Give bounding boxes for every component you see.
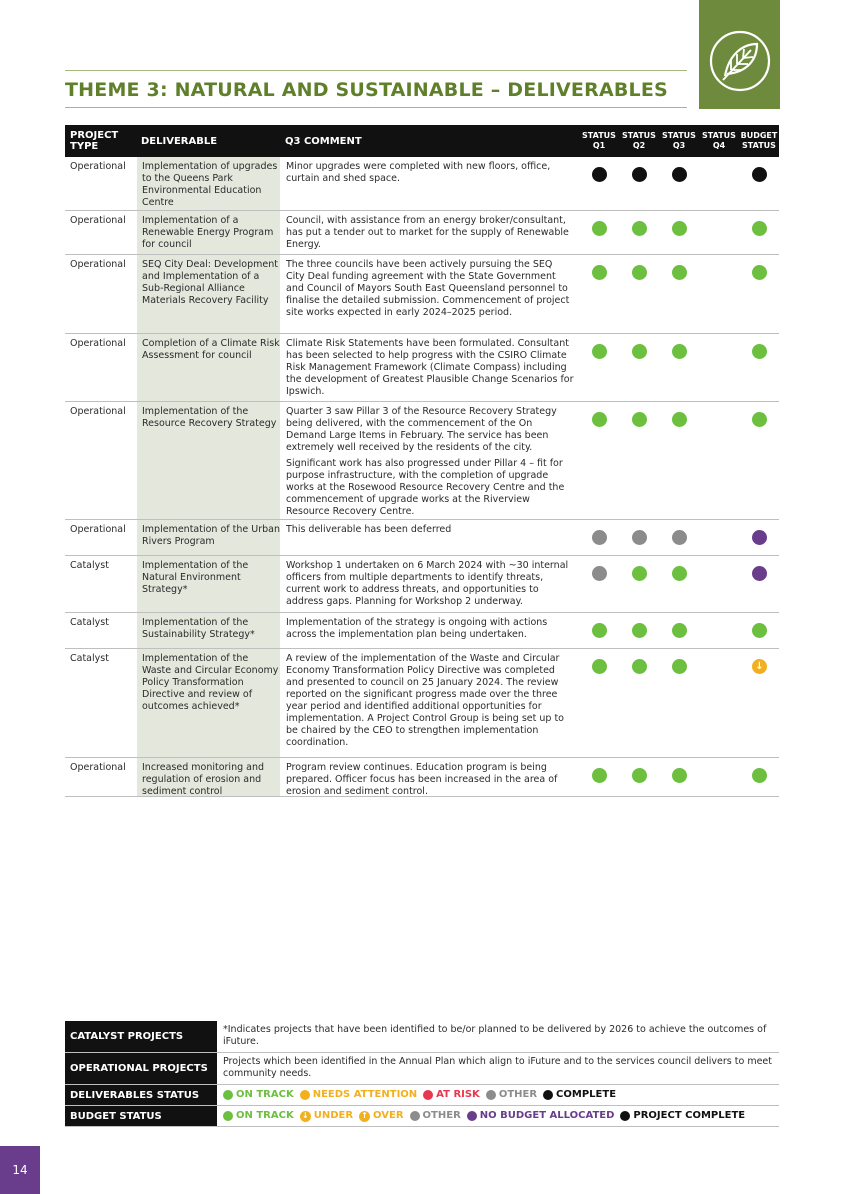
legend-dot-icon — [423, 1090, 433, 1100]
status-q1-on-track-dot — [592, 412, 607, 427]
legend-key-label: NEEDS ATTENTION — [312, 1089, 418, 1100]
table-body — [65, 157, 779, 797]
status-q1-complete-dot — [592, 167, 607, 182]
title-rule-bottom — [65, 107, 687, 108]
legend-dot-icon — [410, 1111, 420, 1121]
col-header-status-q2: STATUS Q2 — [622, 131, 656, 150]
cell-project-type: Operational — [70, 524, 126, 535]
legend-key — [620, 1110, 745, 1122]
comment-paragraph: Quarter 3 saw Pillar 3 of the Resource Recovery Strategy being delivered, with the commencement of the On Demand Large Items in February. The service has been extremely well received by the residents of the city. — [286, 406, 557, 453]
col-header-project-type: PROJECT TYPE — [70, 130, 119, 152]
legend-key — [359, 1110, 404, 1122]
legend-key-label: NO BUDGET ALLOCATED — [479, 1110, 615, 1121]
legend-dot-icon — [300, 1090, 310, 1100]
legend-key-label: COMPLETE — [556, 1089, 617, 1100]
status-q1-on-track-dot — [592, 344, 607, 359]
budget-status-on-track-dot — [752, 412, 767, 427]
status-q2-on-track-dot — [632, 768, 647, 783]
up-arrow-icon: ↑ — [359, 1111, 370, 1122]
table-row — [65, 402, 779, 520]
legend-dot-icon — [620, 1111, 630, 1121]
cell-deliverable: Implementation of a Renewable Energy Program for council — [137, 211, 280, 254]
table-row — [65, 334, 779, 402]
cell-deliverable: Increased monitoring and regulation of erosion and sediment control — [137, 758, 280, 796]
legend-key — [486, 1089, 537, 1101]
status-q2-complete-dot — [632, 167, 647, 182]
legend-dot-icon — [223, 1111, 233, 1121]
table-row — [65, 649, 779, 758]
legend — [65, 1021, 779, 1127]
status-q3-on-track-dot — [672, 265, 687, 280]
cell-project-type: Catalyst — [70, 560, 109, 571]
cell-deliverable: SEQ City Deal: Development and Implementation of a Sub-Regional Alliance Materials Recovery Facility — [137, 255, 280, 333]
cell-project-type: Operational — [70, 215, 126, 226]
status-q2-on-track-dot — [632, 659, 647, 674]
legend-dot-icon — [543, 1090, 553, 1100]
legend-key-label: PROJECT COMPLETE — [633, 1110, 746, 1121]
legend-dot-icon — [223, 1090, 233, 1100]
cell-deliverable: Implementation of upgrades to the Queens Park Environmental Education Centre — [137, 157, 280, 210]
cell-q3-comment — [280, 334, 580, 401]
cell-q3-comment — [280, 255, 580, 333]
comment-paragraph: Significant work has also progressed under Pillar 4 – fit for purpose infrastructure, with the completion of upgrade works at the Rosewood Resource Recovery Centre and the commencement of upgrade works at the Riverview Resource Recovery Centre. — [286, 458, 565, 517]
status-q1-other-dot — [592, 530, 607, 545]
legend-row-budget-status — [65, 1106, 779, 1127]
status-q3-on-track-dot — [672, 768, 687, 783]
cell-q3-comment — [280, 556, 580, 612]
leaf-icon — [707, 30, 773, 92]
cell-deliverable: Implementation of the Resource Recovery Strategy — [137, 402, 280, 519]
deliverables-table — [65, 125, 779, 797]
status-q3-complete-dot — [672, 167, 687, 182]
status-q2-on-track-dot — [632, 623, 647, 638]
legend-key-label: AT RISK — [436, 1089, 480, 1100]
cell-q3-comment — [280, 157, 580, 210]
legend-key — [410, 1110, 461, 1122]
status-q3-other-dot — [672, 530, 687, 545]
cell-deliverable: Implementation of the Waste and Circular Economy Policy Transformation Directive and review of outcomes achieved* — [137, 649, 280, 757]
page-number: 14 — [0, 1146, 40, 1194]
cell-deliverable: Implementation of the Sustainability Strategy* — [137, 613, 280, 648]
status-q2-on-track-dot — [632, 412, 647, 427]
status-q1-on-track-dot — [592, 623, 607, 638]
legend-key — [300, 1110, 353, 1122]
comment-paragraph: Implementation of the strategy is ongoing with actions across the implementation plan being undertaken. — [286, 617, 548, 640]
col-header-status-q4: STATUS Q4 — [702, 131, 736, 150]
legend-key — [423, 1089, 480, 1101]
comment-paragraph: Program review continues. Education program is being prepared. Officer focus has been increased in the area of erosion and sediment control. — [286, 762, 558, 797]
cell-q3-comment — [280, 211, 580, 254]
cell-q3-comment — [280, 613, 580, 648]
comment-paragraph: A review of the implementation of the Waste and Circular Economy Transformation Policy Directive was completed and presented to council on 25 January 2024. The review reported on the significant progress made over the three year period and identified additional opportunities for implementation. A Project Control Group is being set up to be chaired by the CEO to strengthen implementation coordination. — [286, 653, 564, 748]
col-header-status-q3: STATUS Q3 — [662, 131, 696, 150]
cell-project-type: Catalyst — [70, 653, 109, 664]
legend-row-operational — [65, 1053, 779, 1085]
legend-dot-icon — [467, 1111, 477, 1121]
budget-status-no-budget-dot — [752, 566, 767, 581]
cell-project-type: Operational — [70, 762, 126, 773]
col-header-q3-comment: Q3 COMMENT — [285, 135, 362, 147]
cell-q3-comment — [280, 758, 580, 796]
table-header — [65, 125, 779, 157]
comment-paragraph: This deliverable has been deferred — [286, 524, 452, 535]
budget-status-on-track-dot — [752, 265, 767, 280]
status-q2-on-track-dot — [632, 566, 647, 581]
budget-status-no-budget-dot — [752, 530, 767, 545]
status-q1-on-track-dot — [592, 768, 607, 783]
status-q3-on-track-dot — [672, 412, 687, 427]
status-q3-on-track-dot — [672, 344, 687, 359]
status-q1-other-dot — [592, 566, 607, 581]
legend-label-operational: OPERATIONAL PROJECTS — [65, 1053, 217, 1084]
cell-deliverable: Completion of a Climate Risk Assessment for council — [137, 334, 280, 401]
cell-q3-comment — [280, 649, 580, 757]
down-arrow-icon: ↓ — [300, 1111, 311, 1122]
comment-paragraph: The three councils have been actively pursuing the SEQ City Deal funding agreement with the State Government and Council of Mayors South East Queensland personnel to finalise the detailed submission. Commencement of project site works expected in early 2024–2025 period. — [286, 259, 570, 318]
table-row — [65, 758, 779, 797]
cell-project-type: Operational — [70, 161, 126, 172]
cell-project-type: Catalyst — [70, 617, 109, 628]
legend-key — [300, 1089, 417, 1101]
legend-label-catalyst: CATALYST PROJECTS — [65, 1021, 217, 1052]
cell-deliverable: Implementation of the Natural Environment Strategy* — [137, 556, 280, 612]
legend-dot-icon — [486, 1090, 496, 1100]
table-row — [65, 255, 779, 334]
comment-paragraph: Minor upgrades were completed with new floors, office, curtain and shed space. — [286, 161, 551, 184]
legend-key — [223, 1110, 294, 1122]
status-q2-other-dot — [632, 530, 647, 545]
comment-paragraph: Council, with assistance from an energy broker/consultant, has put a tender out to market for the supply of Renewable Energy. — [286, 215, 569, 250]
legend-key-label: UNDER — [313, 1110, 354, 1121]
budget-status-on-track-dot — [752, 221, 767, 236]
legend-key-label: ON TRACK — [236, 1089, 294, 1100]
theme-icon-box — [699, 0, 780, 109]
title-rule-top — [65, 70, 687, 71]
legend-key-label: OVER — [373, 1110, 404, 1121]
legend-text-operational: Projects which been identified in the Annual Plan which align to iFuture and to the services council delivers to meet community needs. — [223, 1056, 772, 1079]
legend-label-budget-status: BUDGET STATUS — [65, 1106, 217, 1126]
budget-status-on-track-dot — [752, 623, 767, 638]
legend-keys-deliverables-status — [217, 1085, 779, 1105]
legend-keys-budget-status — [217, 1106, 779, 1126]
legend-key — [223, 1089, 294, 1101]
status-q3-on-track-dot — [672, 623, 687, 638]
status-q1-on-track-dot — [592, 659, 607, 674]
cell-project-type: Operational — [70, 338, 126, 349]
table-row — [65, 556, 779, 613]
table-row — [65, 520, 779, 556]
status-q1-on-track-dot — [592, 221, 607, 236]
status-q1-on-track-dot — [592, 265, 607, 280]
col-header-deliverable: DELIVERABLE — [141, 135, 218, 147]
legend-label-deliverables-status: DELIVERABLES STATUS — [65, 1085, 217, 1105]
legend-key-label: ON TRACK — [236, 1110, 294, 1121]
legend-row-deliverables-status — [65, 1085, 779, 1106]
status-q3-on-track-dot — [672, 566, 687, 581]
col-header-status-q1: STATUS Q1 — [582, 131, 616, 150]
comment-paragraph: Climate Risk Statements have been formulated. Consultant has been selected to help progress with the CSIRO Climate Risk Management Framework (Climate Compass) including the development of Greatest Plausible Change Scenarios for Ipswich. — [286, 338, 574, 397]
cell-q3-comment — [280, 402, 580, 519]
budget-status-on-track-dot — [752, 344, 767, 359]
col-header-budget-status: BUDGET STATUS — [740, 131, 778, 150]
legend-row-catalyst — [65, 1021, 779, 1053]
table-row — [65, 211, 779, 255]
table-row — [65, 157, 779, 211]
legend-key-label: OTHER — [498, 1089, 538, 1100]
table-row — [65, 613, 779, 649]
status-q2-on-track-dot — [632, 221, 647, 236]
status-q2-on-track-dot — [632, 344, 647, 359]
status-q2-on-track-dot — [632, 265, 647, 280]
legend-key — [467, 1110, 615, 1122]
cell-project-type: Operational — [70, 406, 126, 417]
legend-key — [543, 1089, 616, 1101]
cell-deliverable: Implementation of the Urban Rivers Program — [137, 520, 280, 555]
cell-project-type: Operational — [70, 259, 126, 270]
budget-under-icon: ↓ — [752, 659, 767, 674]
status-q3-on-track-dot — [672, 659, 687, 674]
budget-status-on-track-dot — [752, 768, 767, 783]
comment-paragraph: Workshop 1 undertaken on 6 March 2024 with ~30 internal officers from multiple departments to identify threats, current work to address threats, and opportunities to address gaps. Planning for Workshop 2 underway. — [286, 560, 569, 607]
status-q3-on-track-dot — [672, 221, 687, 236]
page-title: THEME 3: NATURAL AND SUSTAINABLE – DELIVERABLES — [65, 79, 668, 101]
cell-q3-comment — [280, 520, 580, 555]
legend-key-label: OTHER — [422, 1110, 461, 1121]
budget-status-complete-dot — [752, 167, 767, 182]
legend-text-catalyst: *Indicates projects that have been identified to be/or planned to be delivered by 2026 to achieve the outcomes of iFuture. — [223, 1024, 767, 1047]
